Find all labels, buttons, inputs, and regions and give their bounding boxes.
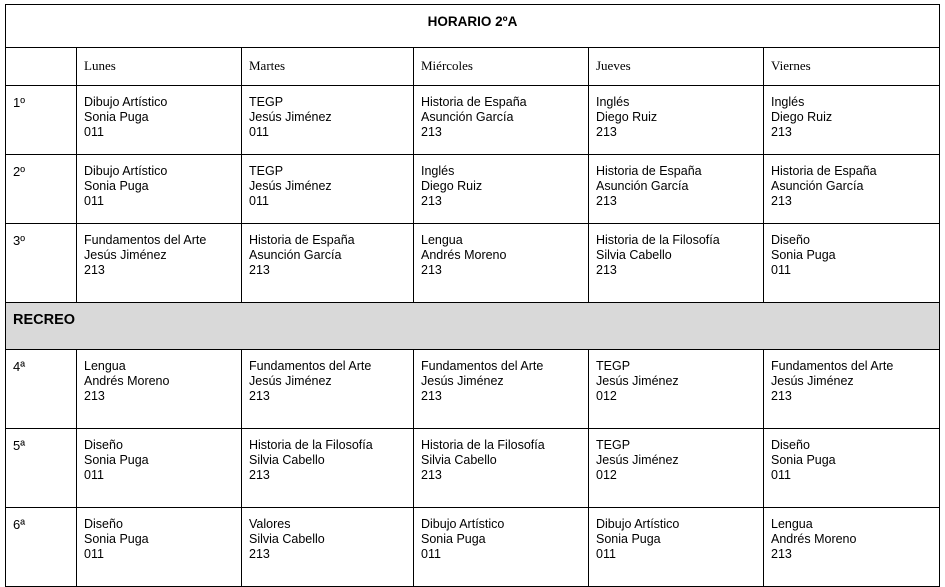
lesson-subject: Lengua [771, 517, 813, 531]
day-header-thursday: Jueves [589, 48, 764, 86]
lesson-subject: Dibujo Artístico [421, 517, 505, 531]
lesson-room: 213 [249, 547, 270, 561]
lesson-room: 213 [421, 389, 442, 403]
lesson-room: 213 [771, 194, 792, 208]
day-header-friday: Viernes [764, 48, 940, 86]
lesson-teacher: Sonia Puga [84, 179, 149, 193]
lesson-subject: Historia de la Filosofía [249, 438, 373, 452]
schedule-title-cell [6, 5, 940, 48]
lesson-subject: Valores [249, 517, 291, 531]
lesson-room: 011 [249, 194, 269, 208]
lesson-teacher: Sonia Puga [84, 532, 149, 546]
lesson-room: 011 [84, 194, 104, 208]
lesson-room: 213 [84, 263, 105, 277]
day-header-wednesday: Miércoles [414, 48, 589, 86]
lesson-subject: TEGP [249, 95, 284, 109]
lesson-cell-monday [77, 86, 242, 155]
lesson-cell-tuesday [242, 350, 414, 429]
lesson-room: 011 [771, 468, 791, 482]
lesson-subject: Diseño [771, 438, 810, 452]
lesson-subject: Diseño [771, 233, 810, 247]
lesson-cell-friday [764, 155, 940, 224]
lesson-teacher: Sonia Puga [771, 248, 836, 262]
lesson-subject: TEGP [596, 359, 631, 373]
lesson-teacher: Jesús Jiménez [596, 453, 679, 467]
lesson-cell-thursday [589, 155, 764, 224]
lesson-cell-monday [77, 224, 242, 303]
lesson-room: 213 [249, 468, 270, 482]
day-header-tuesday: Martes [242, 48, 414, 86]
title-row [6, 5, 940, 48]
lesson-subject: Dibujo Artístico [596, 517, 680, 531]
lesson-cell-friday [764, 224, 940, 303]
period-row [6, 86, 940, 155]
lesson-subject: Diseño [84, 438, 123, 452]
lesson-room: 011 [421, 547, 441, 561]
lesson-teacher: Asunción García [249, 248, 342, 262]
lesson-teacher: Diego Ruiz [771, 110, 833, 124]
lesson-cell-monday [77, 508, 242, 587]
lesson-room: 011 [84, 125, 104, 139]
lesson-cell-wednesday [414, 86, 589, 155]
schedule-table [5, 4, 940, 587]
lesson-teacher: Jesús Jiménez [771, 374, 854, 388]
lesson-teacher: Silvia Cabello [421, 453, 497, 467]
lesson-teacher: Jesús Jiménez [249, 374, 332, 388]
schedule-title: HORARIO 2ºA [427, 14, 518, 29]
lesson-cell-thursday [589, 429, 764, 508]
lesson-teacher: Diego Ruiz [596, 110, 658, 124]
lesson-subject: TEGP [249, 164, 284, 178]
lesson-cell-friday [764, 508, 940, 587]
lesson-room: 012 [596, 389, 617, 403]
lesson-cell-wednesday [414, 508, 589, 587]
lesson-room: 011 [596, 547, 616, 561]
lesson-teacher: Silvia Cabello [249, 453, 325, 467]
lesson-subject: Historia de España [596, 164, 702, 178]
period-row [6, 224, 940, 303]
lesson-cell-friday [764, 429, 940, 508]
lesson-room: 213 [249, 263, 270, 277]
lesson-subject: Historia de España [771, 164, 877, 178]
day-header-row [6, 48, 940, 86]
lesson-teacher: Sonia Puga [84, 453, 149, 467]
period-row [6, 155, 940, 224]
lesson-subject: Lengua [421, 233, 463, 247]
lesson-cell-tuesday [242, 429, 414, 508]
lesson-cell-wednesday [414, 155, 589, 224]
lesson-room: 213 [84, 389, 105, 403]
lesson-cell-thursday [589, 224, 764, 303]
lesson-cell-friday [764, 86, 940, 155]
lesson-room: 011 [249, 125, 269, 139]
lesson-room: 011 [771, 263, 791, 277]
lesson-room: 213 [421, 125, 442, 139]
lesson-cell-thursday [589, 508, 764, 587]
lesson-subject: Inglés [596, 95, 630, 109]
lesson-teacher: Jesús Jiménez [249, 110, 332, 124]
lesson-room: 213 [596, 125, 617, 139]
lesson-cell-monday [77, 155, 242, 224]
recess-row [6, 303, 940, 350]
lesson-cell-thursday [589, 86, 764, 155]
day-header-monday: Lunes [77, 48, 242, 86]
lesson-cell-monday [77, 429, 242, 508]
period-label: 3º [6, 224, 77, 303]
lesson-teacher: Silvia Cabello [596, 248, 672, 262]
lesson-room: 213 [421, 468, 442, 482]
lesson-room: 213 [249, 389, 270, 403]
lesson-room: 011 [84, 468, 104, 482]
lesson-cell-thursday [589, 350, 764, 429]
lesson-teacher: Sonia Puga [596, 532, 661, 546]
lesson-teacher: Jesús Jiménez [249, 179, 332, 193]
lesson-teacher: Asunción García [771, 179, 864, 193]
lesson-subject: Historia de España [249, 233, 355, 247]
lesson-room: 213 [421, 263, 442, 277]
lesson-subject: Historia de España [421, 95, 527, 109]
lesson-teacher: Jesús Jiménez [421, 374, 504, 388]
period-row [6, 508, 940, 587]
lesson-subject: Dibujo Artístico [84, 164, 168, 178]
lesson-teacher: Andrés Moreno [421, 248, 507, 262]
lesson-teacher: Asunción García [421, 110, 514, 124]
lesson-cell-wednesday [414, 350, 589, 429]
lesson-teacher: Andrés Moreno [771, 532, 857, 546]
lesson-teacher: Andrés Moreno [84, 374, 170, 388]
period-row [6, 350, 940, 429]
lesson-subject: Historia de la Filosofía [421, 438, 545, 452]
lesson-subject: Inglés [421, 164, 455, 178]
lesson-teacher: Sonia Puga [771, 453, 836, 467]
lesson-teacher: Jesús Jiménez [596, 374, 679, 388]
lesson-teacher: Sonia Puga [421, 532, 486, 546]
lesson-subject: Diseño [84, 517, 123, 531]
lesson-cell-tuesday [242, 224, 414, 303]
lesson-subject: Fundamentos del Arte [249, 359, 372, 373]
lesson-cell-wednesday [414, 429, 589, 508]
lesson-room: 213 [596, 194, 617, 208]
lesson-room: 213 [596, 263, 617, 277]
recess-cell [6, 303, 940, 350]
lesson-teacher: Asunción García [596, 179, 689, 193]
lesson-room: 213 [771, 547, 792, 561]
lesson-cell-tuesday [242, 155, 414, 224]
period-label: 6ª [6, 508, 77, 587]
lesson-room: 012 [596, 468, 617, 482]
period-label: 2º [6, 155, 77, 224]
lesson-subject: Dibujo Artístico [84, 95, 168, 109]
lesson-cell-friday [764, 350, 940, 429]
period-label: 5ª [6, 429, 77, 508]
lesson-room: 213 [421, 194, 442, 208]
lesson-room: 213 [771, 125, 792, 139]
period-label: 1º [6, 86, 77, 155]
lesson-room: 011 [84, 547, 104, 561]
period-label: 4ª [6, 350, 77, 429]
lesson-teacher: Jesús Jiménez [84, 248, 167, 262]
lesson-cell-tuesday [242, 508, 414, 587]
lesson-cell-wednesday [414, 224, 589, 303]
lesson-subject: TEGP [596, 438, 631, 452]
lesson-cell-tuesday [242, 86, 414, 155]
recess-label: RECREO [13, 312, 76, 328]
lesson-cell-monday [77, 350, 242, 429]
lesson-teacher: Sonia Puga [84, 110, 149, 124]
lesson-room: 213 [771, 389, 792, 403]
lesson-teacher: Diego Ruiz [421, 179, 483, 193]
lesson-subject: Fundamentos del Arte [771, 359, 894, 373]
lesson-subject: Inglés [771, 95, 805, 109]
period-row [6, 429, 940, 508]
lesson-subject: Historia de la Filosofía [596, 233, 720, 247]
lesson-teacher: Silvia Cabello [249, 532, 325, 546]
lesson-subject: Fundamentos del Arte [421, 359, 544, 373]
corner-cell [6, 48, 77, 86]
lesson-subject: Fundamentos del Arte [84, 233, 207, 247]
lesson-subject: Lengua [84, 359, 126, 373]
